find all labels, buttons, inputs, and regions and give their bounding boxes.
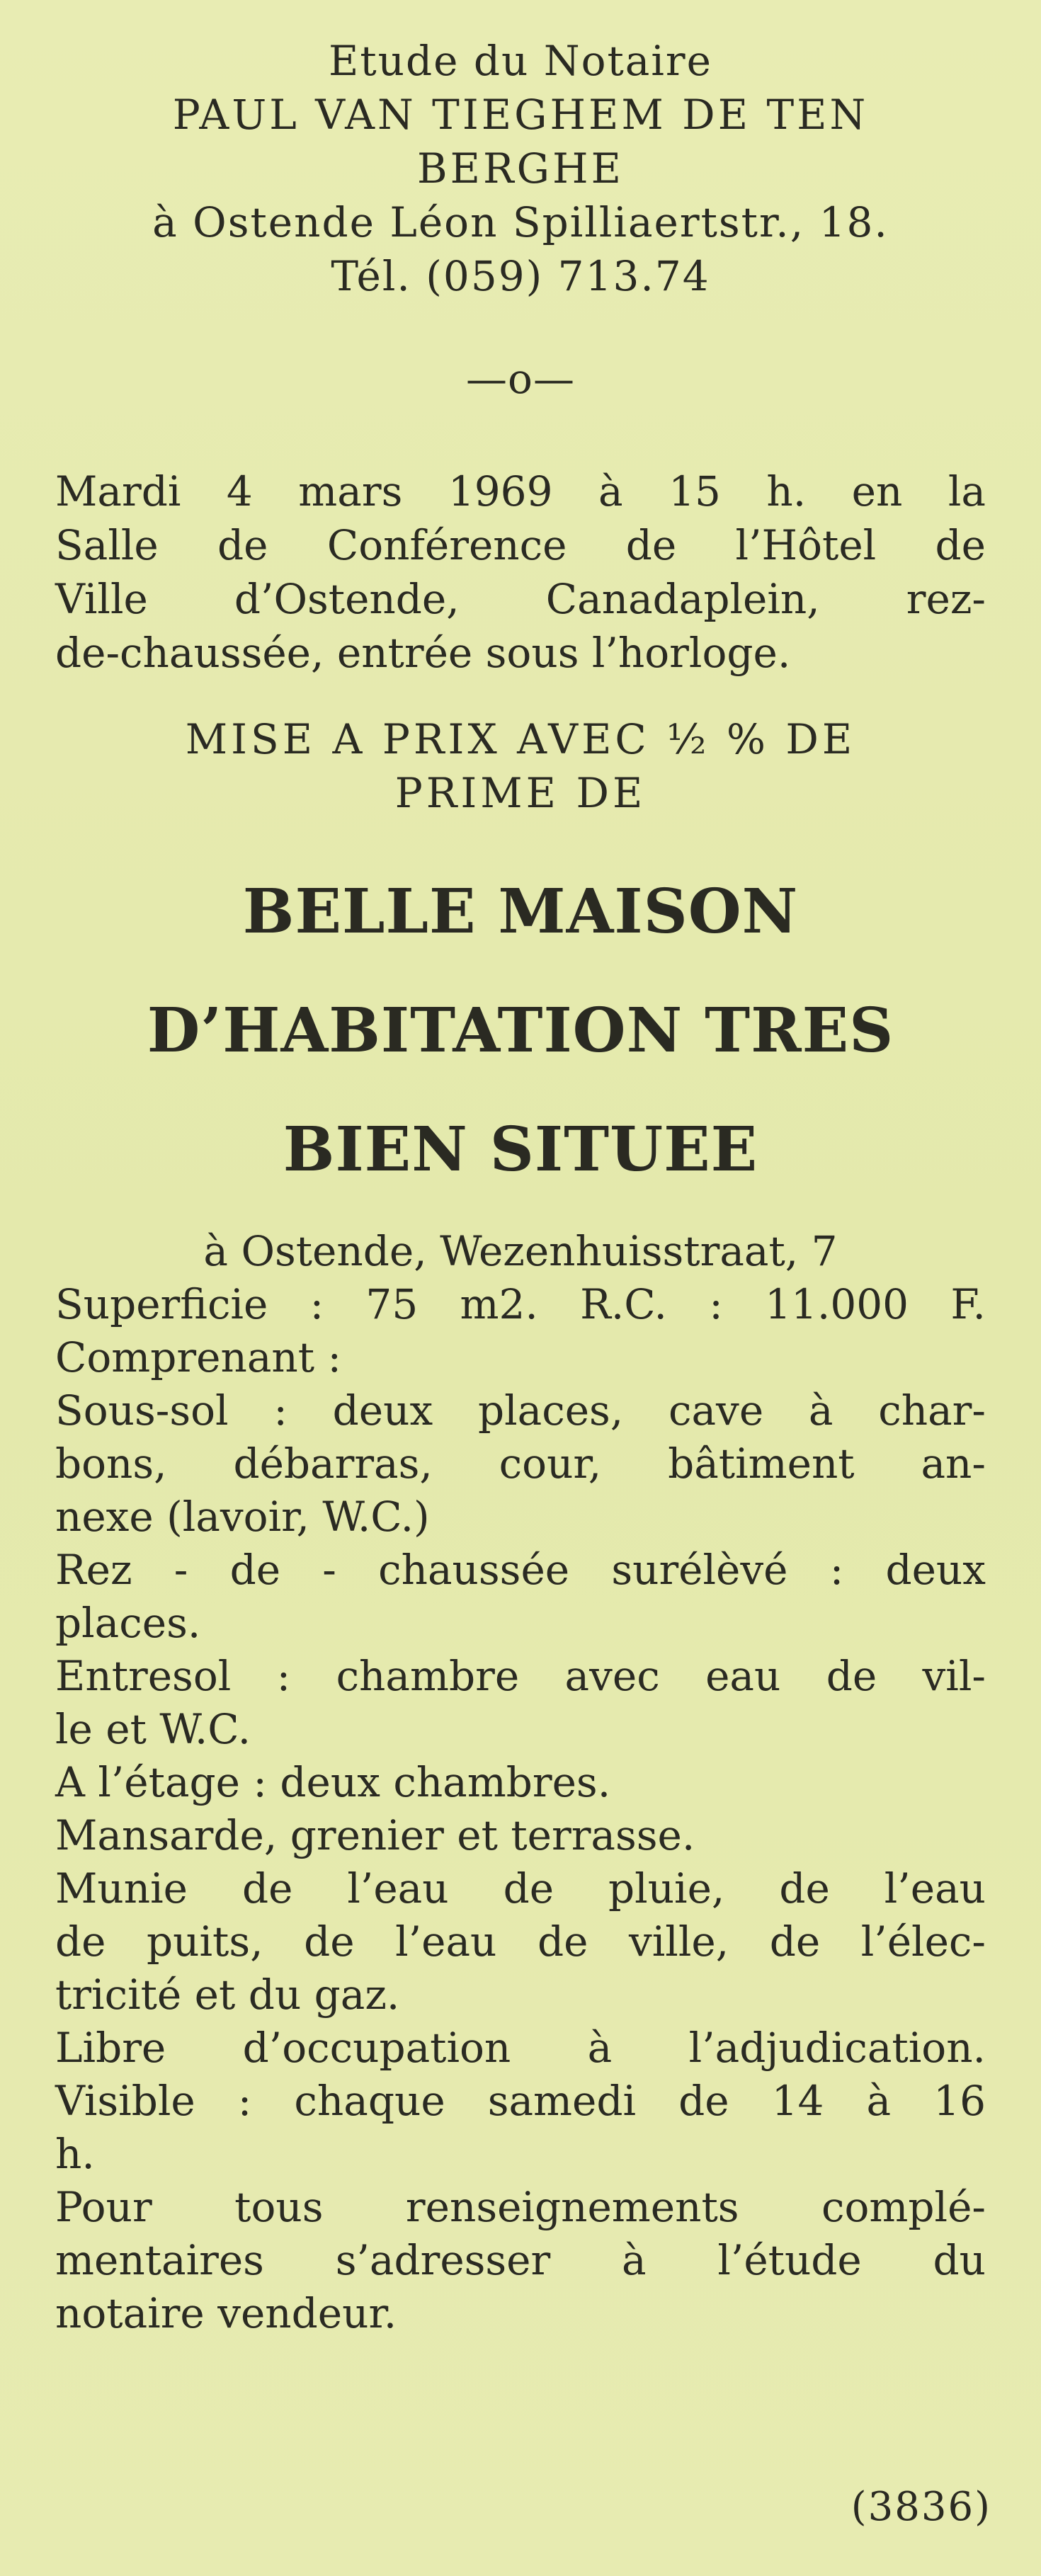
description-line: de puits, de l’eau de ville, de l’élec- [55,1917,986,1966]
title-line: BIEN SITUEE [283,1114,758,1185]
description-line: Comprenant : [55,1333,342,1381]
description-line: places. [55,1599,201,1647]
mise-line: PRIME DE [394,769,647,817]
description-line: Libre d’occupation à l’adjudication. [55,2024,986,2072]
notary-office-label: Etude du Notaire [329,37,712,85]
description-line: Pour tous renseignements complé- [55,2183,986,2231]
intro-line: Ville d’Ostende, Canadaplein, rez- [55,575,986,623]
notary-address: à Ostende Léon Spilliaertstr., 18. [152,198,889,246]
description-line: Visible : chaque samedi de 14 à 16 [55,2077,986,2125]
description-line: Superficie : 75 m2. R.C. : 11.000 F. [55,1280,986,1328]
property-title [55,853,986,1209]
section-divider: —o— [466,355,575,403]
property-description [55,1225,986,2340]
description-line: notaire vendeur. [55,2289,397,2337]
auction-intro [55,465,986,680]
intro-line: de-chaussée, entrée sous l’horloge. [55,629,791,677]
description-line: Munie de l’eau de pluie, de l’eau [55,1864,986,1913]
description-line: Entresol : chambre avec eau de vil- [55,1652,986,1700]
notary-header [55,34,986,303]
title-line: BELLE MAISON [242,876,799,947]
notary-name: PAUL VAN TIEGHEM DE TEN [172,91,869,139]
description-line: mentaires s’adresser à l’étude du [55,2236,986,2284]
notary-phone: Tél. (059) 713.74 [331,252,710,300]
description-line: tricité et du gaz. [55,1971,400,2019]
description-line: A l’étage : deux chambres. [55,1758,611,1806]
description-line: bons, débarras, cour, bâtiment an- [55,1440,986,1488]
property-address: à Ostende, Wezenhuisstraat, 7 [203,1227,838,1275]
description-line: le et W.C. [55,1705,251,1753]
description-line: Sous-sol : deux places, cave à char- [55,1386,986,1435]
title-line: D’HABITATION TRES [147,995,894,1066]
intro-line: Salle de Conférence de l’Hôtel de [55,521,986,569]
description-line: h. [55,2130,95,2178]
notary-name-continued: BERGHE [417,144,624,193]
intro-line: Mardi 4 mars 1969 à 15 h. en la [55,467,986,515]
description-line: Rez - de - chaussée surélèvé : deux [55,1546,986,1594]
description-line: Mansarde, grenier et terrasse. [55,1811,695,1859]
starting-price-notice [55,712,986,820]
ad-reference-number: (3836) [851,2484,991,2530]
description-line: nexe (lavoir, W.C.) [55,1493,430,1541]
mise-line: MISE A PRIX AVEC ½ % DE [185,715,856,763]
